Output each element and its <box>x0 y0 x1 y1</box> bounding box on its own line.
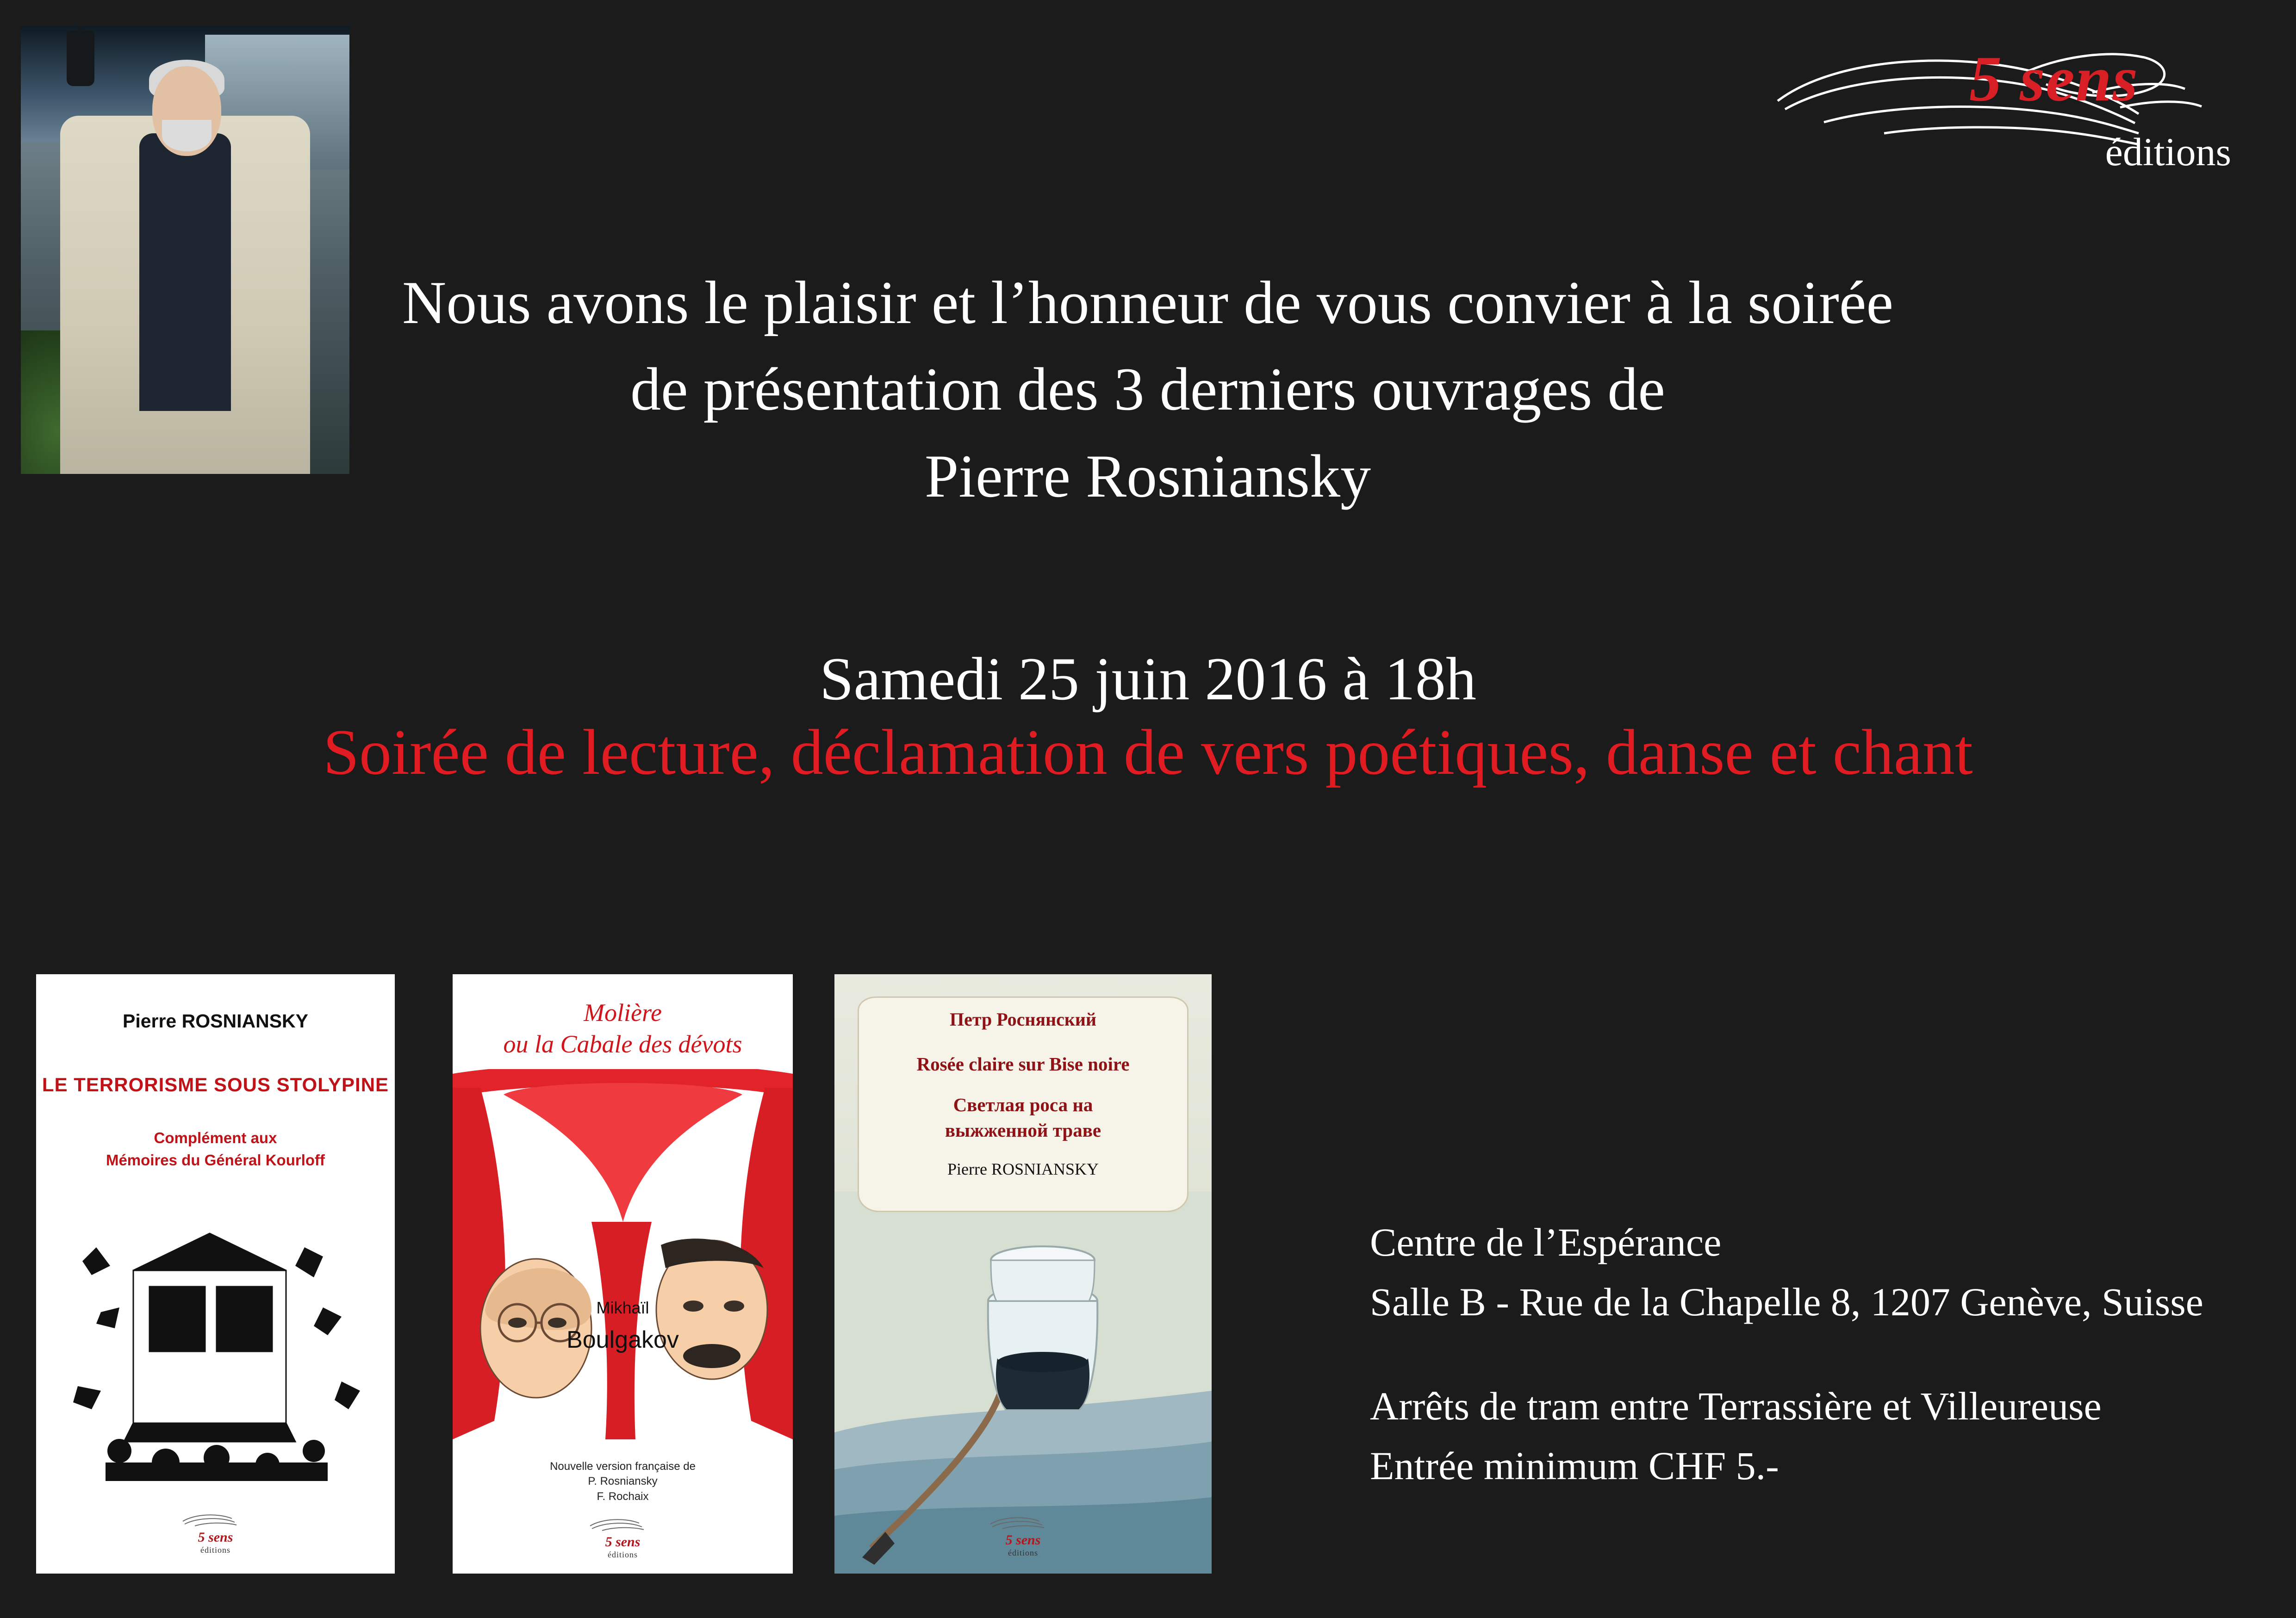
book3-title-ru-line-2: выжженной траве <box>945 1120 1101 1141</box>
event-date: Samedi 25 juin 2016 à 18h <box>820 645 1476 713</box>
book2-illustration <box>453 1069 793 1472</box>
book2-credit <box>453 1459 793 1504</box>
book2-credit-line-1: Nouvelle version française de <box>550 1460 696 1473</box>
venue-transport: Arrêts de tram entre Terrassière et Villeureuse <box>1370 1384 2102 1428</box>
book2-publisher-name: 5 sens <box>605 1534 641 1550</box>
lamp-icon <box>67 31 94 86</box>
book3-title-ru <box>834 1092 1212 1144</box>
invitation-line-3: Pierre Rosniansky <box>924 442 1371 510</box>
venue-address: Salle B - Rue de la Chapelle 8, 1207 Genève, Suisse <box>1370 1280 2203 1324</box>
book2-title-line-1: Molière <box>584 999 662 1027</box>
book2-publisher-sub: éditions <box>608 1550 638 1559</box>
invitation-text <box>361 259 1935 519</box>
book3-publisher-sub: éditions <box>1008 1548 1038 1557</box>
book1-author: Pierre ROSNIANSKY <box>122 1010 308 1032</box>
book3-title-fr: Rosée claire sur Bise noire <box>916 1053 1130 1075</box>
publisher-brand-name: 5 sens <box>1969 43 2139 115</box>
book3-publisher-name: 5 sens <box>1005 1532 1041 1548</box>
book1-publisher-sub: éditions <box>200 1545 230 1555</box>
event-highlight: Soirée de lecture, déclamation de vers poétiques, danse et chant <box>323 716 1973 788</box>
book3-author-ru: Петр Роснянский <box>949 1009 1097 1030</box>
book1-illustration <box>64 1192 369 1488</box>
book2-author-name: Boulgakov <box>566 1326 679 1353</box>
publisher-logo <box>1768 23 2236 176</box>
publisher-subtitle: éditions <box>2105 130 2231 174</box>
book1-subtitle-line-2: Mémoires du Général Kourloff <box>106 1151 325 1169</box>
venue-price: Entrée minimum CHF 5.- <box>1370 1444 1779 1488</box>
invitation-line-2: de présentation des 3 derniers ouvrages de <box>630 355 1665 423</box>
book-cover-1 <box>36 974 395 1574</box>
photo-beard <box>162 120 212 151</box>
book2-title-line-2: ou la Cabale des dévots <box>503 1030 742 1058</box>
venue-name: Centre de l’Espérance <box>1370 1220 1722 1264</box>
book2-publisher-mark <box>453 1514 793 1560</box>
book1-title: LE TERRORISME SOUS STOLYPINE <box>42 1074 389 1095</box>
author-portrait <box>21 26 349 474</box>
book1-subtitle <box>36 1127 395 1171</box>
book-cover-2 <box>453 974 793 1574</box>
book3-publisher-mark <box>834 1512 1212 1558</box>
book3-title-ru-line-1: Светлая роса на <box>953 1094 1093 1115</box>
invitation-line-1: Nous avons le plaisir et l’honneur de vous convier à la soirée <box>402 268 1894 336</box>
book3-author-fr: Pierre ROSNIANSKY <box>947 1160 1099 1178</box>
book2-credit-line-3: F. Rochaix <box>597 1490 649 1503</box>
book1-publisher-name: 5 sens <box>198 1530 233 1545</box>
swirl-feather-icon <box>989 1512 1058 1532</box>
book2-title <box>453 997 793 1060</box>
book-covers <box>36 974 1295 1576</box>
book2-credit-line-2: P. Rosniansky <box>588 1475 658 1488</box>
book1-publisher-mark <box>36 1509 395 1555</box>
book-cover-3 <box>834 974 1212 1574</box>
book1-subtitle-line-1: Complément aux <box>154 1129 277 1146</box>
photo-shirt <box>139 133 231 411</box>
swirl-feather-icon <box>181 1509 250 1530</box>
book2-author-label: Mikhaïl <box>596 1298 649 1317</box>
swirl-feather-icon <box>588 1514 658 1534</box>
venue-details <box>1370 1213 2249 1496</box>
